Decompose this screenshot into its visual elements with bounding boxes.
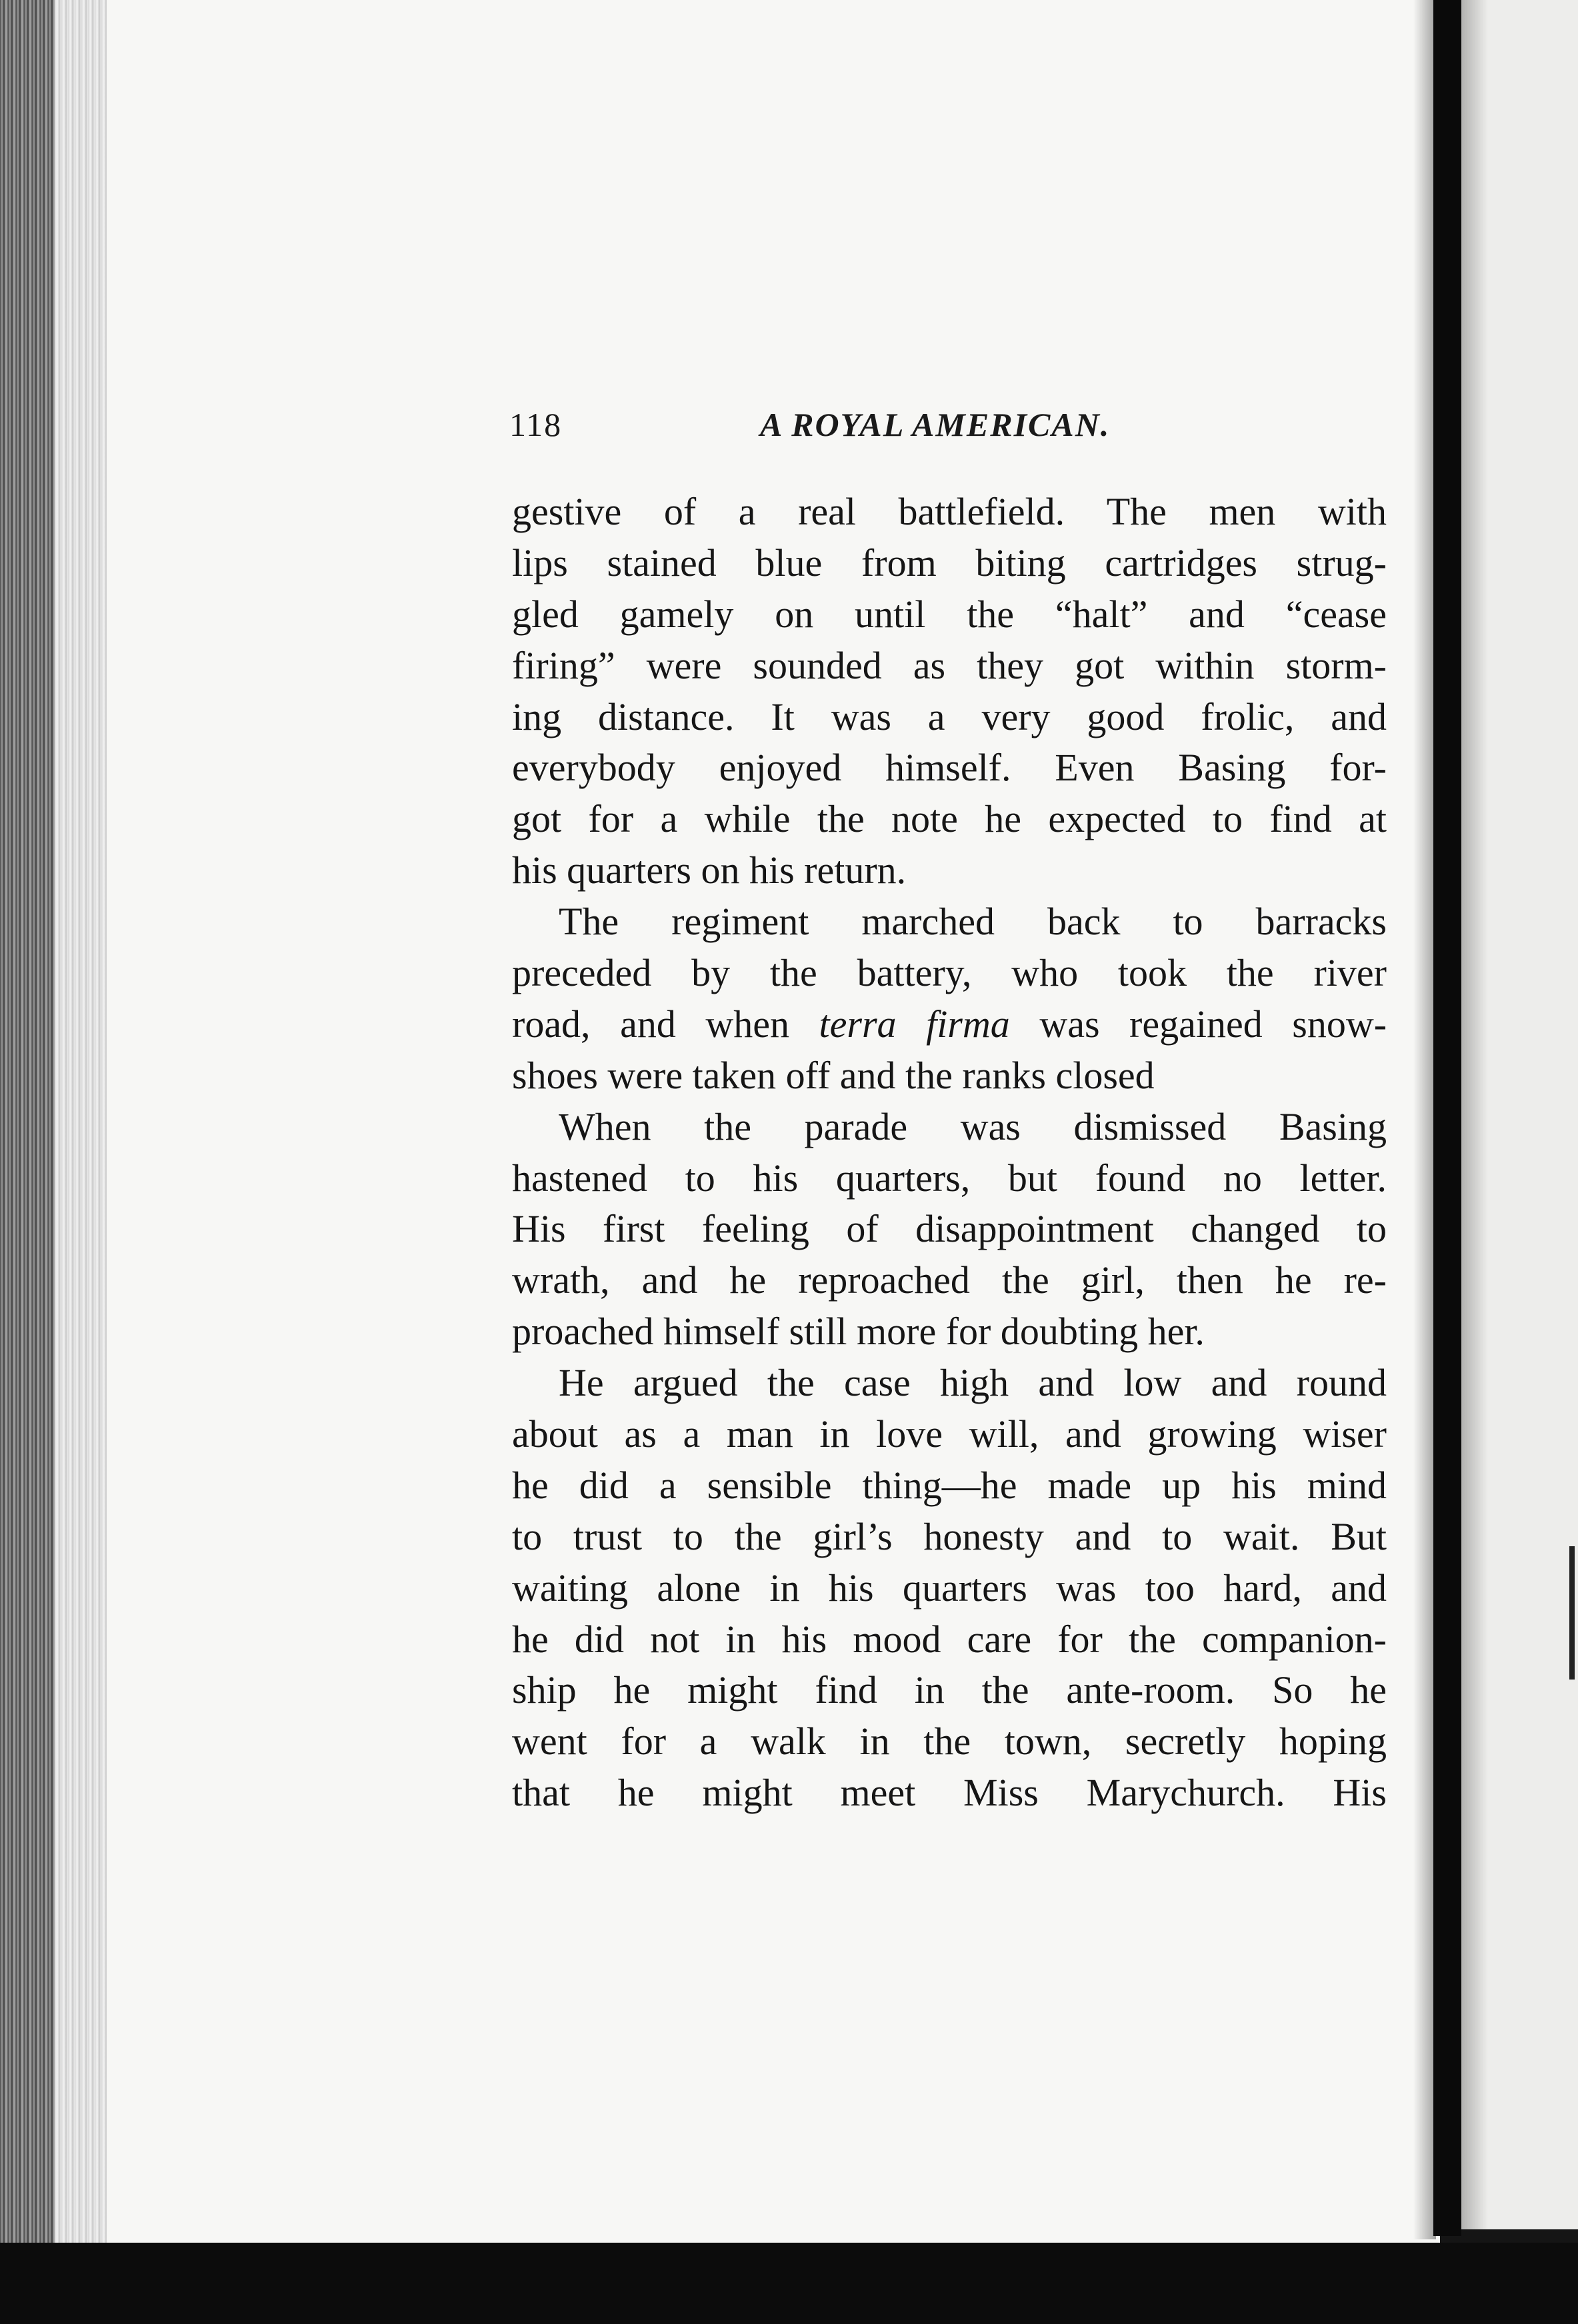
gutter-shadow [1413, 0, 1436, 2239]
italic-phrase: terra firma [819, 1002, 1010, 1046]
text-line: about as a man in love will, and growing wiser [512, 1412, 1387, 1456]
text-line: gestive of a real battlefield. The men with [512, 490, 1387, 533]
text-segment: was regained snow- [1039, 1002, 1387, 1046]
text-line: firing” were sounded as they got within storm- [512, 643, 1387, 687]
book-spine [1433, 0, 1461, 2236]
text-line: preceded by the battery, who took the river [512, 951, 1387, 995]
text-line: ing distance. It was a very good frolic, and [512, 694, 1387, 738]
text-line: everybody enjoyed himself. Even Basing for- [512, 746, 1387, 790]
text-line: he did a sensible thing—he made up his mind [512, 1463, 1387, 1507]
text-line: his quarters on his return. [512, 848, 907, 892]
text-line: went for a walk in the town, secretly hoping [512, 1720, 1387, 1763]
text-line: he did not in his mood care for the companion- [512, 1617, 1387, 1661]
text-line: to trust to the girl’s honesty and to wait. But [512, 1514, 1387, 1558]
text-line: that he might meet Miss Marychurch. His [512, 1771, 1387, 1815]
page-number: 118 [509, 406, 563, 443]
text-line: ship he might find in the ante-room. So he [512, 1668, 1387, 1712]
text-line: wrath, and he reproached the girl, then he re- [512, 1258, 1387, 1302]
text-line-with-italic [512, 999, 1387, 1050]
scan-bottom-border [0, 2243, 1578, 2324]
text-line: waiting alone in his quarters was too hard, and [512, 1566, 1387, 1610]
text-line: got for a while the note he expected to find at [512, 797, 1387, 841]
text-line: lips stained blue from biting cartridges strug- [512, 541, 1387, 584]
text-line: hastened to his quarters, but found no letter. [512, 1156, 1387, 1200]
facing-page-mark [1569, 1546, 1575, 1680]
text-line: His first feeling of disappointment changed to [512, 1207, 1387, 1251]
text-line: gled gamely on until the “halt” and “cease [512, 592, 1387, 636]
text-line: shoes were taken off and the ranks closed [512, 1053, 1155, 1097]
left-page-edges-light [55, 0, 107, 2253]
text-line: The regiment marched back to barracks [559, 900, 1387, 944]
running-title: A ROYAL AMERICAN. [760, 406, 1111, 443]
text-line: When the parade was dismissed Basing [559, 1104, 1387, 1148]
body-text [512, 487, 1387, 1819]
text-segment: road, and when [512, 1002, 789, 1046]
text-line: He argued the case high and low and round [559, 1361, 1387, 1405]
facing-page-shadow [1461, 0, 1488, 2229]
text-line: proached himself still more for doubting her. [512, 1310, 1205, 1354]
